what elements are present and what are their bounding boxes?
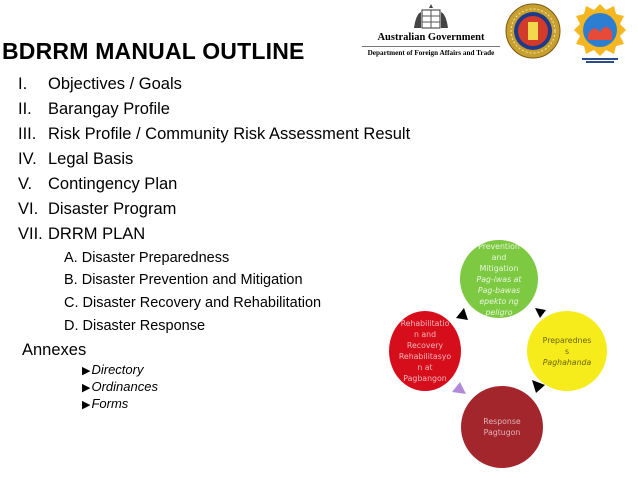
cycle-response: Response Pagtugon — [461, 386, 543, 468]
page-title: BDRRM MANUAL OUTLINE — [2, 38, 305, 64]
outline-item-3: III. Risk Profile / Community Risk Assessment Result — [18, 125, 411, 143]
outline-item-text: Legal Basis — [48, 150, 134, 168]
outline-item-1: I. Objectives / Goals — [18, 75, 182, 93]
australian-government-logo: Australian Government Department of Foreign Affairs and Trade — [362, 4, 500, 62]
outline-item-text: DRRM PLAN — [48, 225, 146, 243]
annex-item-forms: ▶Forms — [82, 396, 129, 411]
drrm-plan-item-a: A. Disaster Preparedness — [64, 250, 230, 266]
bullet-triangle-icon: ▶ — [82, 382, 91, 394]
arrow-rehabilitation-to-prevention-icon — [456, 308, 468, 320]
cycle-prevention-mitigation: Prevention and Mitigation Pag-iwas at Pag-bawas epekto ng peligro — [460, 240, 538, 318]
drr-network-icon — [572, 2, 628, 64]
coat-of-arms-icon — [362, 4, 500, 32]
outline-item-text: Barangay Profile — [48, 100, 170, 118]
outline-item-4: IV. Legal Basis — [18, 150, 134, 168]
drr-network-logo — [572, 2, 628, 64]
seal-icon — [505, 3, 561, 59]
cycle-preparedness: Preparednes s Paghahanda — [527, 311, 607, 391]
outline-item-text: Contingency Plan — [48, 175, 178, 193]
drrm-plan-item-b: B. Disaster Prevention and Mitigation — [64, 272, 303, 288]
bullet-triangle-icon: ▶ — [82, 365, 91, 377]
annex-item-ordinances: ▶Ordinances — [82, 379, 158, 394]
outline-item-7: VII. DRRM PLAN — [18, 225, 146, 243]
outline-item-2: II. Barangay Profile — [18, 100, 170, 118]
drrm-plan-item-c: C. Disaster Recovery and Rehabilitation — [64, 295, 322, 311]
dilg-seal-logo — [505, 3, 561, 59]
outline-item-text: Risk Profile / Community Risk Assessment Result — [48, 125, 411, 143]
outline-item-5: V. Contingency Plan — [18, 175, 178, 193]
outline-item-6: VI. Disaster Program — [18, 200, 177, 218]
annexes-heading: Annexes — [22, 341, 87, 359]
outline-item-text: Objectives / Goals — [48, 75, 182, 93]
annex-item-directory: ▶Directory — [82, 362, 144, 377]
bullet-triangle-icon: ▶ — [82, 399, 91, 411]
drrm-plan-item-d: D. Disaster Response — [64, 318, 206, 334]
cycle-rehabilitation-recovery: Rehabilitatio n and Recovery Rehabilitasyo n at Pagbangon — [389, 311, 461, 391]
divider — [362, 46, 500, 47]
arrow-response-to-rehabilitation-icon — [452, 382, 466, 394]
outline-item-text: Disaster Program — [48, 200, 177, 218]
